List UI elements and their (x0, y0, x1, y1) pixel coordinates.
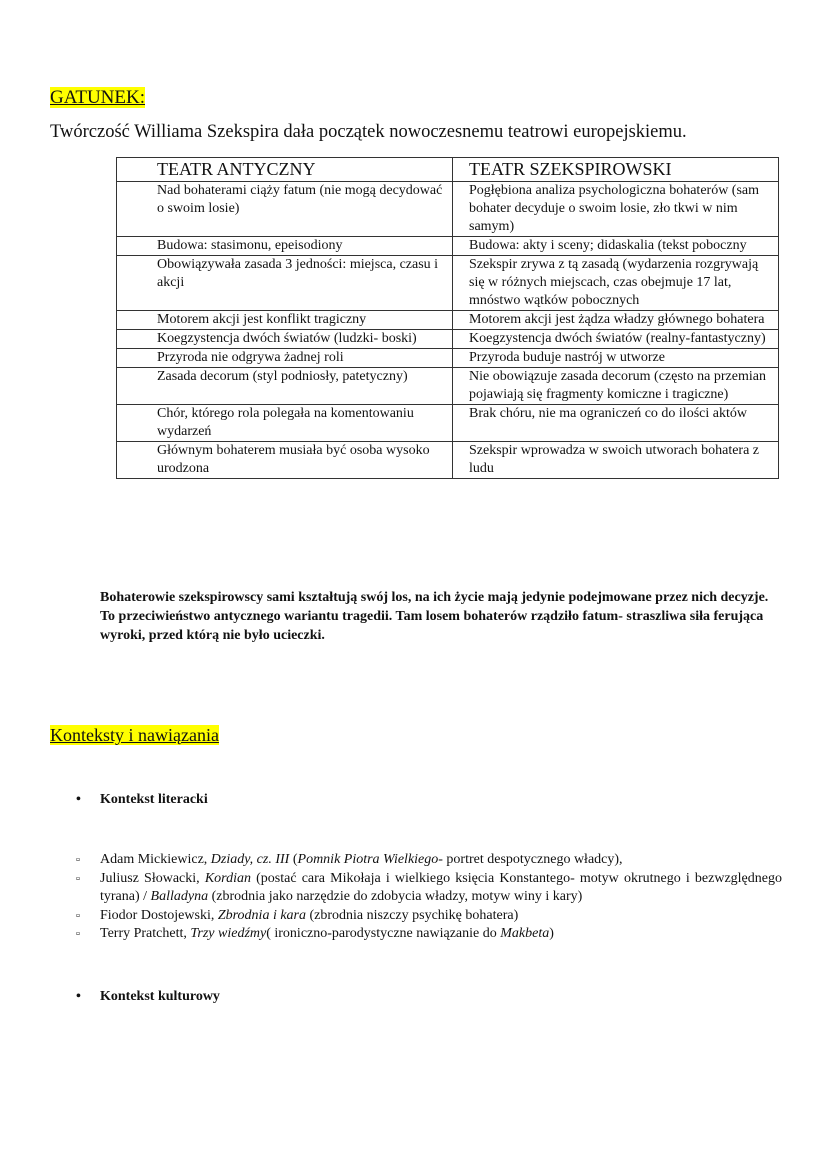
table-row (117, 368, 779, 405)
table-row (117, 405, 779, 442)
ref-title2: Pomnik Piotra Wielkiego (297, 852, 439, 867)
ref-pre: Fiodor Dostojewski, (100, 907, 218, 923)
cell-shakespearean: Budowa: akty i sceny; didaskalia (tekst poboczny (453, 237, 779, 256)
table-row (117, 442, 779, 479)
cell-shakespearean: Brak chóru, nie ma ograniczeń co do ilości aktów (453, 405, 779, 442)
cell-antique: Motorem akcji jest konflikt tragiczny (117, 311, 453, 330)
cell-shakespearean: Szekspir wprowadza w swoich utworach bohatera z ludu (453, 442, 779, 479)
square-bullet-icon: ▫ (76, 928, 80, 940)
literary-references-list (76, 851, 782, 944)
cell-antique: Przyroda nie odgrywa żadnej roli (117, 349, 453, 368)
list-item (76, 851, 782, 870)
section-title: GATUNEK: (50, 87, 145, 108)
cell-shakespearean: Koegzystencja dwóch światów (realny-fantastyczny) (453, 330, 779, 349)
cell-antique: Zasada decorum (styl podniosły, patetyczny) (117, 368, 453, 405)
cell-antique: Głównym bohaterem musiała być osoba wysoko urodzona (117, 442, 453, 479)
cell-shakespearean: Pogłębiona analiza psychologiczna bohaterów (sam bohater decyduje o swoim losie, zło tkwi w nim samym) (453, 182, 779, 237)
ref-pre: Juliusz Słowacki, (100, 870, 205, 886)
cell-shakespearean: Przyroda buduje nastrój w utworze (453, 349, 779, 368)
ref-pre: Terry Pratchett, (100, 926, 191, 941)
ref-mid: (zbrodnia niszczy psychikę bohatera) (306, 907, 519, 923)
ref-title: Dziady, cz. III (210, 852, 290, 867)
table-row (117, 182, 779, 237)
comparison-table (116, 157, 779, 479)
cultural-context-heading: • Kontekst kulturowy (76, 989, 220, 1004)
cell-antique: Koegzystencja dwóch światów (ludzki- boski) (117, 330, 453, 349)
square-bullet-icon: ▫ (76, 909, 80, 922)
list-item (76, 907, 782, 926)
bullet-icon: • (76, 792, 81, 807)
cell-antique: Budowa: stasimonu, epeisodiony (117, 237, 453, 256)
contexts-title: Konteksty i nawiązania (50, 725, 219, 745)
intro-text: Twórczość Williama Szekspira dała początek nowoczesnemu teatrowi europejskiemu. (50, 122, 687, 142)
cell-antique: Chór, którego rola polegała na komentowaniu wydarzeń (117, 405, 453, 442)
ref-mid: (postać cara Mikołaja i wielkiego księcia Konstantego- motyw okrutnego i bezwzględnego tyrana) / (100, 870, 782, 904)
ref-pre: Adam Mickiewicz, (100, 852, 211, 867)
cell-shakespearean: Motorem akcji jest żądza władzy głównego bohatera (453, 311, 779, 330)
cell-shakespearean: Szekspir zrywa z tą zasadą (wydarzenia rozgrywają się w różnych miejscach, czas obejmuje 17 lat, mnóstwo wątków pobocznych (453, 256, 779, 311)
table-row (117, 311, 779, 330)
table-row (117, 349, 779, 368)
square-bullet-icon: ▫ (76, 872, 80, 885)
table-row (117, 256, 779, 311)
table-header-row (117, 158, 779, 182)
table-row (117, 330, 779, 349)
ref-title2: Balladyna (150, 889, 209, 904)
ref-post: (zbrodnia jako narzędzie do zdobycia władzy, motyw winy i kary) (208, 889, 583, 904)
square-bullet-icon: ▫ (76, 854, 80, 866)
cell-antique: Obowiązywała zasada 3 jedności: miejsca, czasu i akcji (117, 256, 453, 311)
list-item (76, 925, 782, 944)
table-body (117, 182, 779, 479)
ref-title: Zbrodnia i kara (217, 907, 306, 923)
header-shakespearean-theatre: TEATR SZEKSPIROWSKI (453, 158, 779, 182)
summary-paragraph: Bohaterowie szekspirowscy sami kształtują swój los, na ich życie mają jedynie podejmowane przez nich decyzje. To przeciwieństwo antycznego wariantu tragedii. Tam losem bohaterów rządziło fatum- straszliwa siła ferująca wyroki, przed którą nie było ucieczki. (100, 590, 769, 643)
ref-title2: Makbeta (500, 926, 550, 941)
ref-mid: ( ironiczno-parodystyczne nawiązanie do (266, 926, 501, 941)
bullet-icon: • (76, 989, 81, 1004)
literary-context-heading: • Kontekst literacki (76, 792, 208, 807)
ref-title: Trzy wiedźmy (190, 926, 267, 941)
ref-title: Kordian (204, 870, 251, 886)
cell-antique: Nad bohaterami ciąży fatum (nie mogą decydować o swoim losie) (117, 182, 453, 237)
ref-post: - portret despotycznego władcy), (438, 852, 623, 867)
list-item (76, 870, 782, 907)
cell-shakespearean: Nie obowiązuje zasada decorum (często na przemian pojawiają się fragmenty komiczne i tragiczne) (453, 368, 779, 405)
table-row (117, 237, 779, 256)
header-antique-theatre: TEATR ANTYCZNY (117, 158, 453, 182)
ref-mid: ( (289, 852, 298, 867)
ref-post: ) (549, 926, 554, 941)
